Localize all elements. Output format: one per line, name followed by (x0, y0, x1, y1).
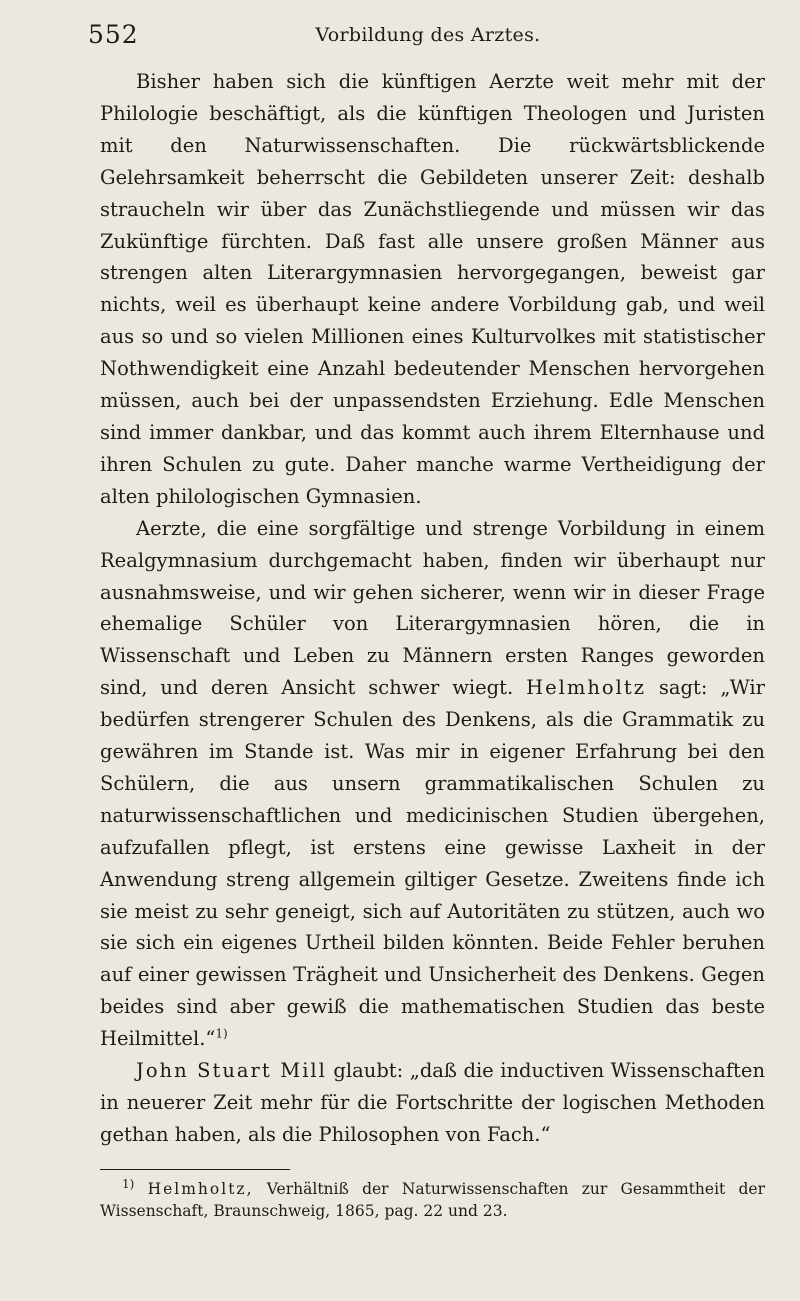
footnote-text: Verhältniß der Naturwissenschaften zur Gesammtheit der Wissenschaft, Braunschweig, 1865, pag. 22 und 23. (100, 1180, 765, 1220)
paragraph-1: Bisher haben sich die künftigen Aerzte weit mehr mit der Philologie beschäftigt, als die künftigen Theologen und Juristen mit den Naturwissenschaften. Die rückwärtsblickende Gelehrsamkeit beherrscht die Gebildeten unserer Zeit: deshalb straucheln wir über das Zunächstliegende und müssen wir das Zukünftige fürchten. Daß fast alle unsere großen Männer aus strengen alten Literargymnasien hervorgegangen, beweist gar nichts, weil es überhaupt keine andere Vorbildung gab, und weil aus so und so vielen Millionen eines Kulturvolkes mit statistischer Nothwendigkeit eine Anzahl bedeutender Menschen hervorgehen müssen, auch bei der unpassendsten Erziehung. Edle Menschen sind immer dankbar, und das kommt auch ihrem Elternhause und ihren Schulen zu gute. Daher manche warme Vertheidigung der alten philologischen Gymnasien. (100, 70, 765, 508)
main-text (100, 66, 765, 1151)
page-number: 552 (88, 20, 139, 49)
mill-quote: glaubt: „daß die inductiven Wissenschaften in neuerer Zeit mehr für die Fortschritte der logischen Methoden gethan haben, als die Philosophen von Fach.“ (100, 1059, 765, 1146)
footnote (100, 1178, 765, 1222)
cited-author-mill: John Stuart Mill (136, 1059, 327, 1083)
helmholtz-quote: sagt: „Wir bedürfen strengerer Schulen des Denkens, als die Grammatik zu gewähren im Stande ist. Was mir in eigener Erfahrung bei den Schülern, die aus unsern grammatikalischen Schulen zu naturwissenschaftlichen und medicinischen Studien übergehen, aufzufallen pflegt, ist erstens eine gewisse Laxheit in der Anwendung streng allgemein giltiger Gesetze. Zweitens finde ich sie meist zu sehr geneigt, sich auf Autoritäten zu stützen, auch wo sie sich ein eigenes Urtheil bilden könnten. Beide Fehler beruhen auf einer gewissen Trägheit und Unsicherheit des Denkens. Gegen beides sind aber gewiß die mathematischen Studien das beste Heilmittel.“ (100, 676, 765, 1051)
footnote-mark: 1) (122, 1176, 135, 1191)
paragraph-2-intro: Aerzte, die eine sorgfältige und strenge Vorbildung in einem Realgymnasium durchgemacht haben, finden wir überhaupt nur ausnahmsweise, und wir gehen sicherer, wenn wir in dieser Frage ehemalige Schüler von Literargymnasien hören, die in Wissenschaft und Leben zu Männern ersten Ranges geworden sind, und deren Ansicht schwer wiegt. (100, 516, 765, 700)
footnote-reference: 1) (215, 1026, 228, 1041)
footnote-author: Helmholtz, (147, 1180, 254, 1198)
running-title: Vorbildung des Arztes. (315, 24, 541, 46)
cited-author-helmholtz: Helmholtz (526, 676, 647, 700)
footnote-divider (100, 1169, 290, 1170)
page-header (88, 18, 768, 52)
paragraph-2 (100, 513, 765, 1055)
paragraph-3 (100, 1055, 765, 1151)
